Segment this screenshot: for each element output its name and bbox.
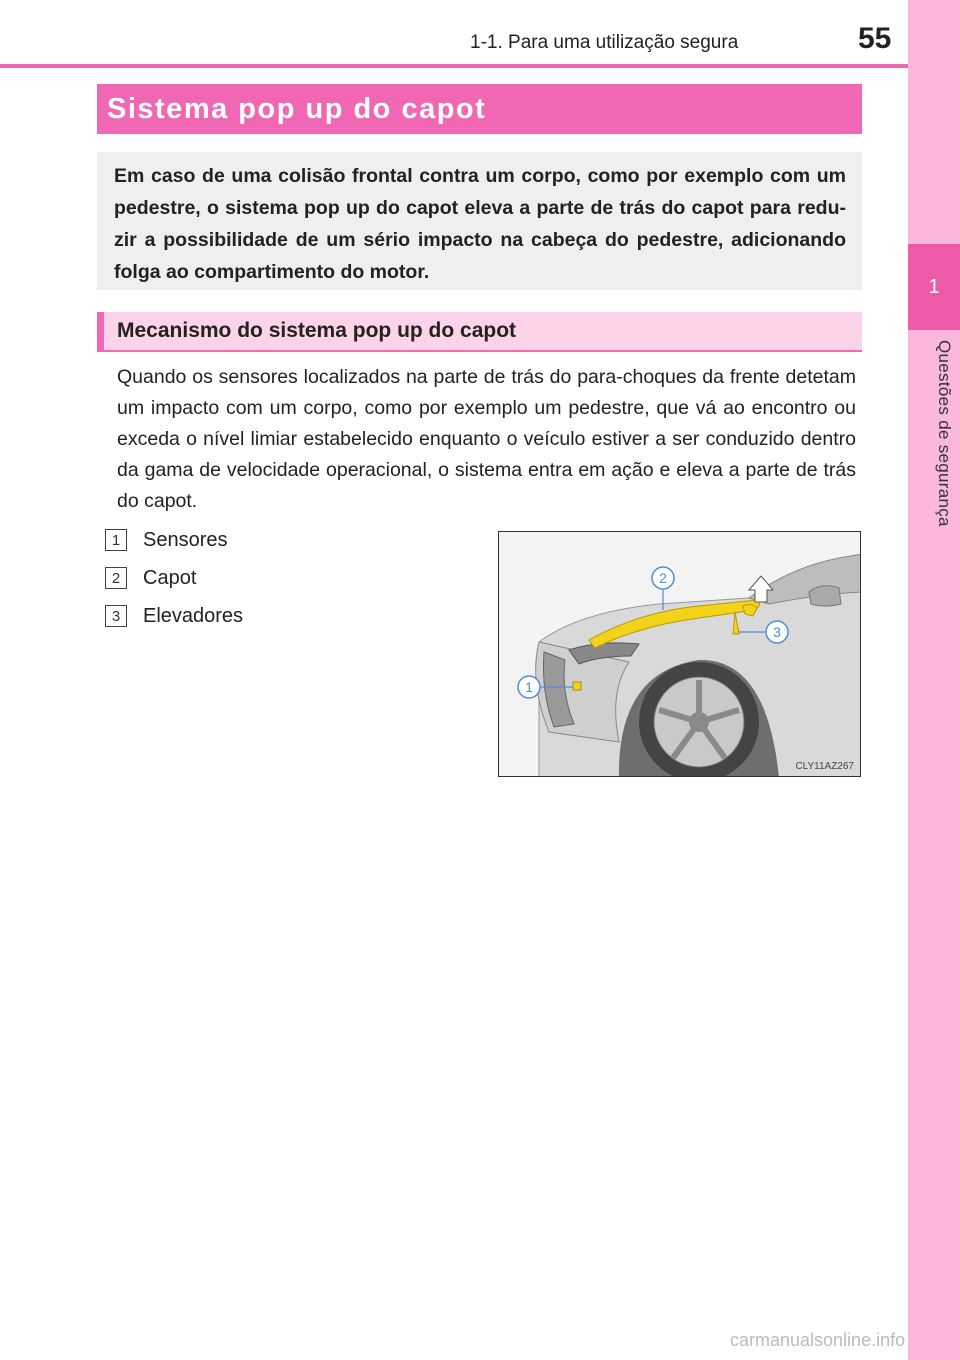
car-drawing xyxy=(499,532,861,777)
legend-label: Capot xyxy=(143,567,197,589)
chapter-tab[interactable] xyxy=(908,244,960,330)
callout-1: 1 xyxy=(525,679,533,695)
figure-code: CLY11AZ267 xyxy=(795,761,854,772)
subsection-title: Mecanismo do sistema pop up do capot xyxy=(117,319,517,342)
legend-item-hood xyxy=(105,566,197,590)
legend-item-lifters xyxy=(105,604,244,628)
legend-number: 1 xyxy=(105,529,127,551)
chapter-tab-number: 1 xyxy=(928,275,940,298)
legend-item-sensors xyxy=(105,528,228,552)
chapter-tab-label: Questões de segurança xyxy=(935,340,954,527)
legend-number: 3 xyxy=(105,605,127,627)
callout-2: 2 xyxy=(659,570,667,586)
car-front-illustration xyxy=(498,531,861,777)
legend-number: 2 xyxy=(105,567,127,589)
callout-3: 3 xyxy=(773,624,781,640)
side-strip xyxy=(908,0,960,1360)
watermark: carmanualsonline.info xyxy=(730,1330,906,1350)
legend-label: Sensores xyxy=(143,529,228,551)
body-paragraph: Quando os sensores localizados na parte de trás do para-choques da frente detetam um impacto com um corpo, como por exemplo um pedestre, que vá ao encontro ou exceda o nível limiar estabelecido enquanto o veículo estiver a ser conduzido dentro da gama de velocidade operacional, o sistema entra em ação e eleva a parte de trás do capot. xyxy=(117,366,856,512)
intro-box xyxy=(97,152,862,290)
page-number: 55 xyxy=(858,22,892,55)
chapter-title: 1-1. Para uma utilização segura xyxy=(470,32,739,53)
legend-label: Elevadores xyxy=(143,605,244,627)
section-title-text: Sistema pop up do capot xyxy=(107,92,487,125)
header-rule xyxy=(0,64,908,68)
intro-text: Em caso de uma colisão frontal contra um corpo, como por exemplo com um pedestre, o sistema pop up do capot eleva a parte de trás do capot para redu-zir a possibilidade de um sério impacto na cabeça do pedestre, adicionando folga ao compartimento do motor. xyxy=(114,165,846,283)
subsection-heading xyxy=(97,312,862,352)
section-title xyxy=(97,84,862,134)
